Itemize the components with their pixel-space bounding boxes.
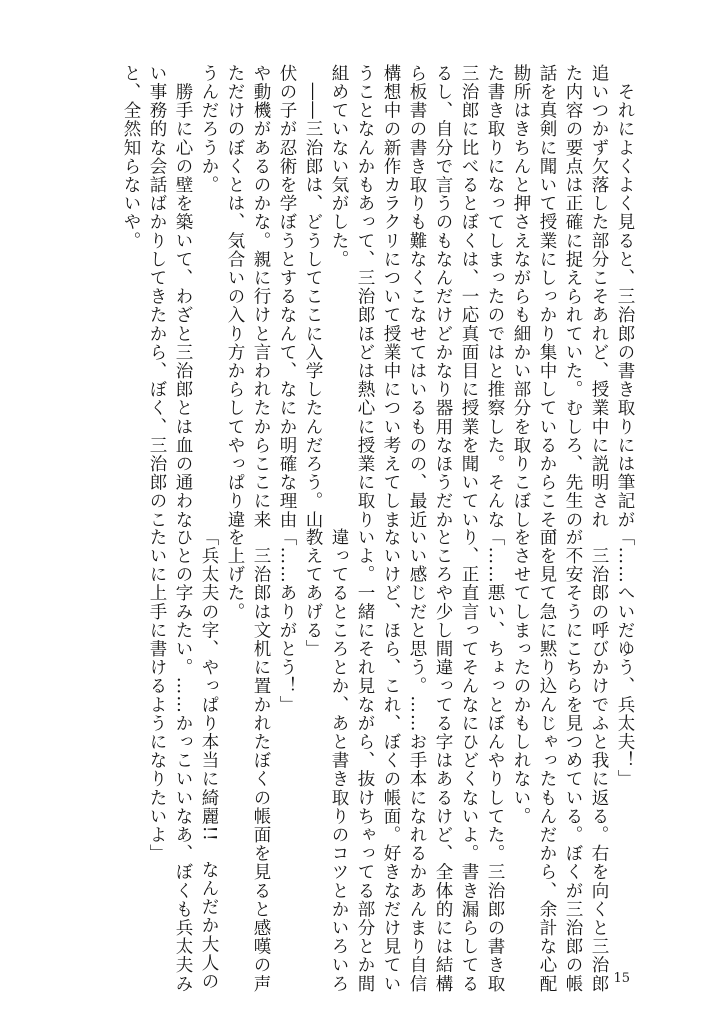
lower-text-line: 「……へいだゆう、兵太夫！」 xyxy=(615,528,635,789)
lower-text-line: ないけど、ほら、これ、ぼくの帳面。好きなだけ見てい xyxy=(381,528,401,993)
upper-text-line: 追いつかず欠落した部分こそあれど、授業中に説明され xyxy=(589,64,609,529)
lower-text-line: ひとの字みたい。……かっこいいなあ、ぼくも兵太夫み xyxy=(173,528,193,993)
upper-text-line: た書き取りになってしまったのではと推察した。そんな xyxy=(485,64,505,529)
lower-text-line: 面を見て急に黙り込んじゃったもんだから、余計な心配 xyxy=(537,528,557,993)
upper-text-line: ――三治郎は、どうしてここに入学したんだろう。山 xyxy=(303,64,323,529)
upper-text-line: るし、自分で言うのもなんだけどかなり器用なほうだか xyxy=(433,64,453,529)
upper-text-line: 構想中の新作カラクリについて授業中につい考えてしま xyxy=(381,64,401,529)
upper-text-block xyxy=(118,64,638,548)
upper-text-line: や動機があるのかな。親に行けと言われたからここに来 xyxy=(251,64,271,529)
lower-text-line: 「……悪い、ちょっとぼんやりしてた。三治郎の書き取 xyxy=(485,528,505,993)
lower-text-line: たいに上手に書けるようになりたいよ」 xyxy=(147,528,167,863)
upper-text-line: 話を真剣に聞いて授業にしっかり集中しているからこそ、 xyxy=(537,64,557,548)
lower-text-line: 「……ありがとう！」 xyxy=(277,528,297,714)
upper-text-line: ただけのぼくとは、気合いの入り方からしてやっぱり違 xyxy=(225,64,245,529)
upper-text-line: うことなんかもあって、三治郎ほどは熱心に授業に取り xyxy=(355,64,375,529)
lower-text-line: 三治郎の呼びかけでふと我に返る。右を向くと三治郎 xyxy=(589,528,609,993)
lower-text-line: 「兵太夫の字、やっぱり本当に綺麗!! なんだか大人の xyxy=(199,528,219,991)
lower-text-line: を上げた。 xyxy=(225,528,245,621)
lower-text-line: いい感じだと思う。……お手本になれるかあんまり自信 xyxy=(407,528,427,993)
lower-text-line: り、正直言ってそんなにひどくないよ。書き漏らしてる xyxy=(459,528,479,993)
upper-text-line: 伏の子が忍術を学ぼうとするなんて、なにか明確な理由 xyxy=(277,64,297,529)
lower-text-line: いよ。一緒にそれ見ながら、抜けちゃってる部分とか間 xyxy=(355,528,375,993)
upper-text-line: と、全然知らないや。 xyxy=(121,64,141,250)
lower-text-line: 三治郎は文机に置かれたぼくの帳面を見ると感嘆の声 xyxy=(251,528,271,993)
lower-text-line: 教えてあげる」 xyxy=(303,528,323,659)
upper-text-line: 組めていない気がした。 xyxy=(329,64,349,269)
upper-text-line: い事務的な会話ばかりしてきたから、ぼく、三治郎のこ xyxy=(147,64,167,529)
upper-text-line: 勘所はきちんと押さえながらも細かい部分を取りこぼし xyxy=(511,64,531,529)
upper-text-line: た内容の要点は正確に捉えられていた。むしろ、先生の xyxy=(563,64,583,529)
upper-text-line: 三治郎に比べるとぼくは、一応真面目に授業を聞いてい xyxy=(459,64,479,529)
lower-text-line: ところや少し間違ってる字はあるけど、全体的には結構 xyxy=(433,528,453,993)
upper-text-line: 勝手に心の壁を築いて、わざと三治郎とは血の通わな xyxy=(173,64,193,529)
lower-text-line: が不安そうにこちらを見つめている。ぼくが三治郎の帳 xyxy=(563,528,583,993)
upper-text-line: それによくよく見ると、三治郎の書き取りには筆記が xyxy=(615,64,635,529)
upper-text-line: ら板書の書き取りも難なくこなせてはいるものの、最近 xyxy=(407,64,427,529)
upper-text-line: うんだろうか。 xyxy=(199,64,219,195)
lower-text-line: をさせてしまったのかもしれない。 xyxy=(511,528,531,826)
page-number: 15 xyxy=(613,971,630,986)
lower-text-line: 違ってるところとか、あと書き取りのコツとかいろいろ xyxy=(329,528,349,993)
